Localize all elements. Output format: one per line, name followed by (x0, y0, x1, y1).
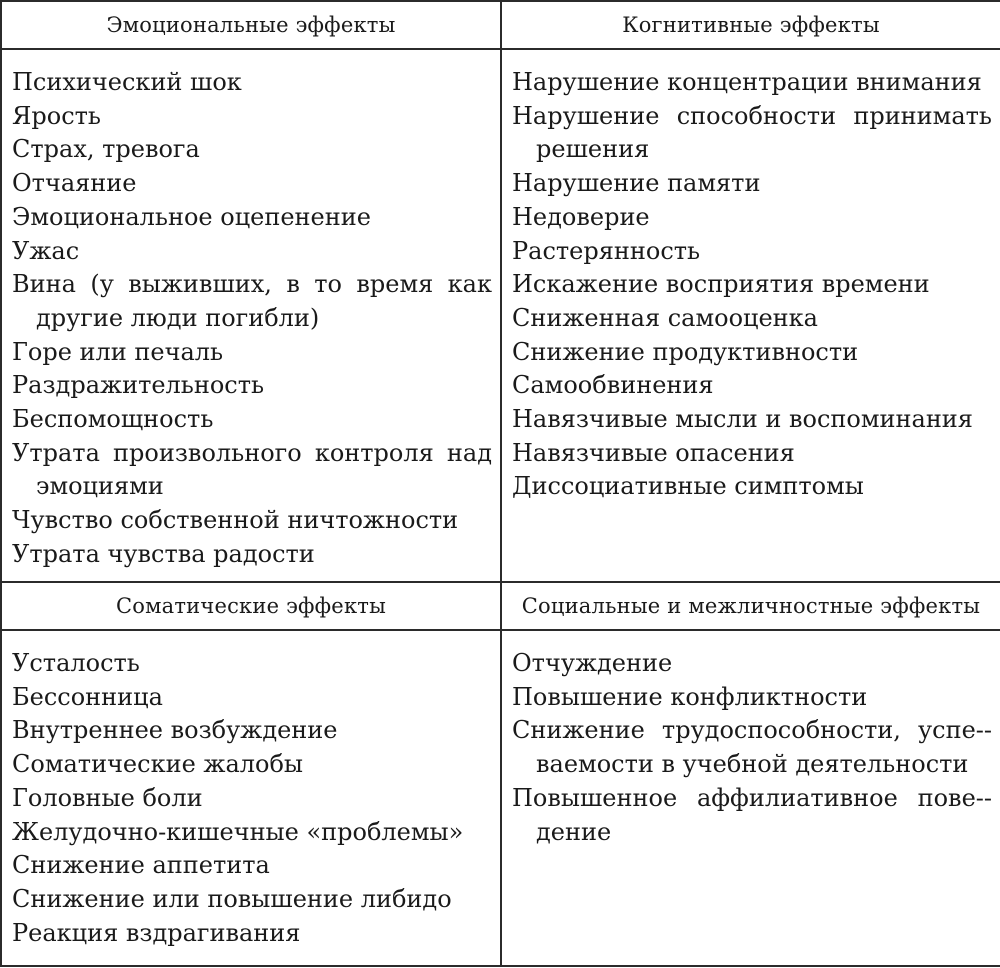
list-item: Навязчивые мысли и воспоминания (512, 405, 973, 434)
table-header-row (1, 582, 1000, 630)
table-row (1, 49, 1000, 582)
list-item: Головные боли (12, 783, 203, 812)
list-item: Ярость (12, 101, 101, 130)
list-item: Страх, тревога (12, 135, 200, 164)
list-item: Раздражительность (12, 371, 265, 400)
list-item: Желудочно-кишечные «проблемы» (12, 817, 464, 846)
list-item: Эмоциональное оцепенение (12, 202, 371, 231)
list-item: Ужас (12, 236, 80, 265)
list-item: Соматические жалобы (12, 750, 304, 779)
list-item: Психический шок (12, 68, 242, 96)
list-item: Реакция вздрагивания (12, 918, 301, 947)
list-item: Усталость (12, 649, 140, 677)
list-item: Нарушение концентрации внимания (512, 68, 982, 96)
header-social-effects: Социальные и межличностные эффекты (501, 582, 1000, 630)
list-item: Навязчивые опасения (512, 438, 795, 467)
social-effects-list (512, 647, 992, 849)
list-item: Утрата произвольного контроля над эмоциями (12, 438, 492, 501)
list-item: Недоверие (512, 202, 650, 231)
list-item: Снижение продуктивности (512, 337, 859, 366)
list-item: Отчаяние (12, 169, 137, 198)
table-row (1, 630, 1000, 966)
emotional-effects-list (12, 66, 492, 572)
list-item: Беспомощность (12, 405, 214, 434)
list-item: Самообвинения (512, 371, 714, 400)
list-item: Отчуждение (512, 649, 673, 677)
header-somatic-effects: Соматические эффекты (1, 582, 501, 630)
list-item: Повышение конфликтности (512, 682, 868, 711)
list-item: Бессонница (12, 682, 163, 711)
social-effects-cell (501, 630, 1000, 966)
list-item: Внутреннее возбуждение (12, 716, 338, 745)
list-item: Снижение аппетита (12, 851, 270, 880)
list-item: Сниженная самооценка (512, 303, 818, 332)
list-item: Снижение или повышение либидо (12, 884, 452, 913)
list-item: Нарушение памяти (512, 169, 761, 198)
list-item: Искажение восприятия времени (512, 270, 930, 299)
list-item: Повышенное аффилиативное пове-дение (512, 783, 992, 846)
list-item: Утрата чувства радости (12, 539, 315, 568)
list-item: Горе или печаль (12, 337, 224, 366)
cognitive-effects-cell (501, 49, 1000, 582)
list-item: Чувство собственной ничтожности (12, 506, 459, 535)
table-header-row (1, 1, 1000, 49)
list-item: Растерянность (512, 236, 701, 265)
list-item: Вина (у выживших, в то время как другие люди погибли) (12, 270, 492, 332)
list-item: Диссоциативные симптомы (512, 472, 864, 501)
cognitive-effects-list (512, 66, 992, 504)
list-item: Нарушение способности принимать решения (512, 101, 992, 164)
list-item: Снижение трудоспособности, успе-ваемости в учебной деятельности (512, 716, 992, 779)
somatic-effects-cell (1, 630, 501, 966)
header-cognitive-effects: Когнитивные эффекты (501, 1, 1000, 49)
header-emotional-effects: Эмоциональные эффекты (1, 1, 501, 49)
somatic-effects-list (12, 647, 492, 950)
emotional-effects-cell (1, 49, 501, 582)
